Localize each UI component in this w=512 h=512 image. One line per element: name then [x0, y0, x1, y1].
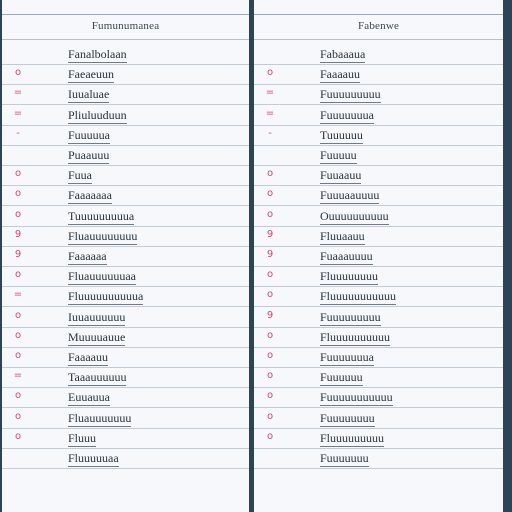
- left-column-header: Fumunumanea: [2, 20, 249, 38]
- row-marker: o: [14, 208, 22, 220]
- row-marker: =: [13, 107, 23, 119]
- row-label: Fluuu: [68, 430, 97, 445]
- row-label: Fluuuuuaa: [68, 451, 119, 465]
- row-marker: -: [16, 127, 20, 139]
- list-item: [2, 266, 249, 287]
- list-item: [2, 307, 249, 328]
- row-label: Fabaaaua: [320, 47, 366, 61]
- list-item: [2, 327, 249, 348]
- row-label: Taaauuuuuu: [68, 370, 127, 385]
- row-marker: o: [266, 410, 274, 422]
- list-item: [2, 387, 249, 408]
- list-item: [2, 246, 249, 267]
- row-label: Fluauuuuuuaa: [68, 269, 136, 284]
- list-item: [254, 105, 503, 126]
- list-item: [254, 246, 503, 267]
- row-label: Euuauua: [68, 390, 110, 405]
- row-label: Puaauuu: [68, 148, 110, 162]
- list-item: [2, 448, 249, 469]
- list-item: [2, 347, 249, 368]
- list-item: [254, 84, 503, 105]
- list-item: [2, 206, 249, 227]
- list-item: [254, 165, 503, 186]
- list-item: [254, 307, 503, 328]
- list-item: [2, 185, 249, 206]
- row-label: Fluuuuuuuu: [320, 269, 379, 284]
- row-label: Iuualuae: [68, 87, 110, 102]
- row-label: Pliuluuduun: [68, 107, 127, 122]
- row-marker: o: [266, 370, 274, 382]
- right-column: [254, 0, 503, 512]
- row-label: Faaaauu: [320, 67, 360, 82]
- list-item: [254, 145, 503, 166]
- row-marker: =: [13, 87, 23, 99]
- list-item: [2, 286, 249, 307]
- row-label: Fuuuuuuuuu: [320, 309, 381, 324]
- row-marker: o: [266, 208, 274, 220]
- row-marker: =: [13, 289, 23, 301]
- row-label: Fuuuuuuua: [320, 107, 374, 122]
- row-label: Fuaaauuuu: [320, 249, 373, 263]
- row-label: Fluauuuuuuuu: [68, 228, 138, 243]
- row-label: Faaaaaa: [68, 249, 107, 263]
- row-label: Fuuuuuuuu: [320, 410, 375, 425]
- list-item: [254, 367, 503, 388]
- row-marker: o: [266, 329, 274, 341]
- row-marker: o: [266, 67, 274, 79]
- list-item: [2, 64, 249, 85]
- list-item: [2, 165, 249, 186]
- list-item: [254, 408, 503, 429]
- row-label: Fuuuuua: [68, 127, 110, 142]
- right-column-header: Fabenwe: [254, 20, 503, 38]
- row-label: Fluuuuuuuuuu: [320, 329, 391, 344]
- row-label: Fuuuuu: [320, 148, 357, 162]
- row-label: Fuuuuuuua: [320, 350, 374, 364]
- list-item: [2, 145, 249, 166]
- row-marker: =: [265, 107, 275, 119]
- row-label: Fuuuaauuuu: [320, 188, 380, 203]
- row-marker: =: [265, 87, 275, 99]
- row-label: Fluuuuuuuuuuu: [320, 289, 397, 304]
- list-item: [2, 367, 249, 388]
- row-label: Fluuuuuuuuu: [320, 430, 385, 445]
- row-marker: o: [14, 350, 22, 361]
- list-item: [254, 226, 503, 247]
- list-item: [254, 125, 503, 146]
- row-marker: o: [14, 168, 22, 180]
- right-border: [503, 0, 512, 512]
- row-label: Fuuuuuu: [320, 370, 363, 385]
- list-item: [2, 84, 249, 105]
- row-marker: 9: [266, 309, 274, 321]
- row-label: Fluauuuuuuu: [68, 410, 132, 425]
- list-item: [2, 226, 249, 247]
- list-item: [254, 64, 503, 85]
- row-marker: o: [14, 410, 22, 422]
- row-label: Fluuaauu: [320, 228, 365, 243]
- row-marker: o: [266, 350, 274, 361]
- row-label: Tuuuuuu: [320, 127, 363, 142]
- row-marker: o: [14, 430, 22, 442]
- list-item: [2, 428, 249, 449]
- left-column: [2, 0, 249, 512]
- row-marker: o: [266, 168, 274, 180]
- row-marker: 9: [14, 228, 22, 240]
- list-item: [254, 448, 503, 469]
- row-marker: o: [14, 67, 22, 79]
- row-marker: o: [266, 430, 274, 442]
- row-marker: o: [14, 309, 22, 321]
- list-item: [2, 44, 249, 65]
- row-label: Fuuuuuuuuuuu: [320, 390, 393, 405]
- row-label: Fuua: [68, 168, 92, 183]
- list-item: [2, 125, 249, 146]
- row-label: Fuuaauu: [320, 168, 362, 183]
- row-label: Ouuuuuuuuuu: [320, 208, 389, 223]
- row-marker: 9: [14, 249, 22, 260]
- row-marker: o: [14, 329, 22, 341]
- list-item: [254, 286, 503, 307]
- list-item: [254, 347, 503, 368]
- row-label: Faaaaaaa: [68, 188, 112, 203]
- row-marker: -: [268, 127, 272, 139]
- row-marker: 9: [266, 228, 274, 240]
- row-label: Fanalbolaan: [68, 47, 127, 61]
- list-item: [254, 428, 503, 449]
- row-label: Fuuuuuuu: [320, 451, 369, 465]
- row-marker: o: [266, 269, 274, 281]
- list-item: [2, 105, 249, 126]
- list-item: [254, 327, 503, 348]
- list-item: [254, 185, 503, 206]
- row-label: Fluuuuuuuuuua: [68, 289, 144, 304]
- list-item: [254, 387, 503, 408]
- row-marker: o: [266, 390, 274, 402]
- row-marker: o: [14, 390, 22, 402]
- row-label: Tuuuuuuuuua: [68, 208, 135, 223]
- row-marker: o: [14, 269, 22, 281]
- row-label: Muuuuauue: [68, 329, 126, 344]
- row-label: Iuuauuuuuu: [68, 309, 126, 324]
- row-marker: o: [266, 188, 274, 200]
- list-item: [254, 44, 503, 65]
- row-marker: o: [14, 188, 22, 200]
- list-item: [254, 266, 503, 287]
- row-marker: 9: [266, 249, 274, 260]
- row-label: Faeaeuun: [68, 67, 114, 82]
- list-item: [254, 206, 503, 227]
- row-label: Faaaauu: [68, 350, 108, 364]
- list-item: [2, 408, 249, 429]
- row-marker: o: [266, 289, 274, 301]
- row-label: Fuuuuuuuuu: [320, 87, 381, 102]
- row-marker: =: [13, 370, 23, 382]
